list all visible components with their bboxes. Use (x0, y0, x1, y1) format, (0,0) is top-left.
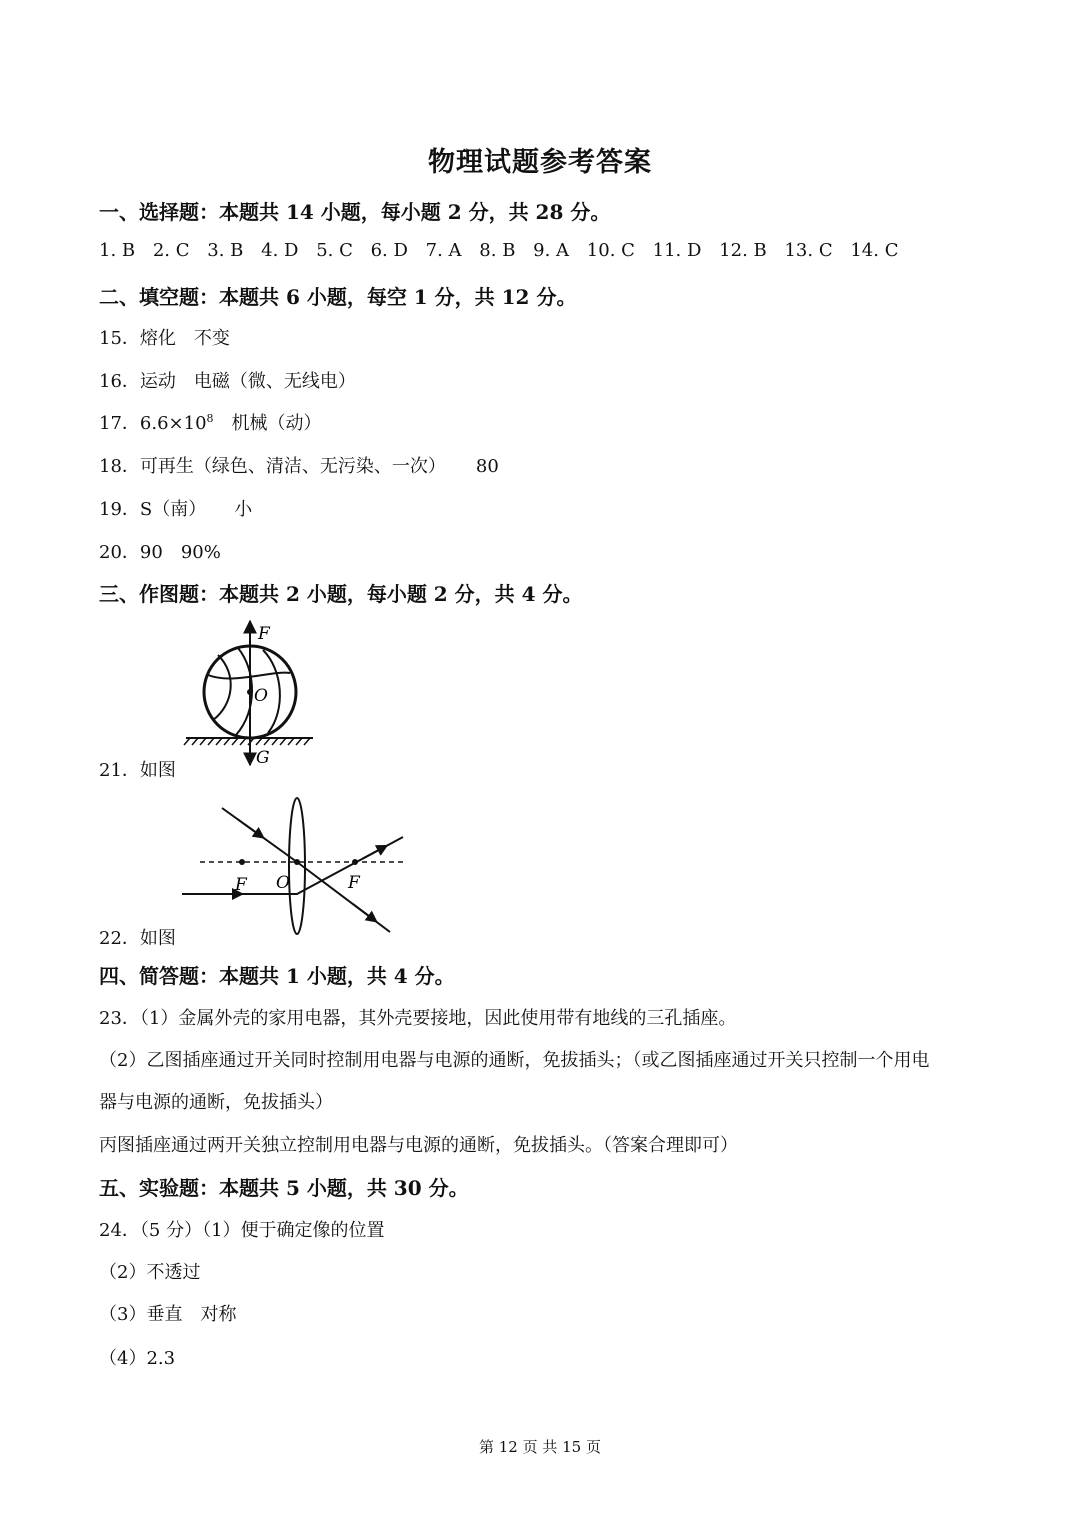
choice-answer: 5. C (316, 240, 353, 261)
choice-answer: 12. B (719, 240, 767, 261)
page-title: 物理试题参考答案 (428, 147, 652, 178)
answer-24-part3: （3）垂直 对称 (99, 1304, 237, 1325)
section-heading-short: 四、简答题：本题共 1 小题，共 4 分。 (99, 964, 455, 988)
lens-center-label: O (276, 873, 290, 893)
lens-ray-diagram (178, 790, 418, 938)
answer-17: 17．$6.6\times 10^8$ 机械（动） (99, 412, 322, 434)
answer-19: 19．S（南） 小 (99, 499, 253, 520)
choice-answers (99, 240, 898, 261)
answer-15: 15．熔化 不变 (99, 328, 230, 349)
section-heading-drawing: 三、作图题：本题共 2 小题，每小题 2 分，共 4 分。 (99, 582, 583, 606)
answer-21: 21．如图 (99, 760, 176, 781)
answer-23-part2: （2）乙图插座通过开关同时控制用电器与电源的通断，免拔插头；（或乙图插座通过开关只控制一个用电 (99, 1050, 930, 1071)
choice-answer: 13. C (784, 240, 833, 261)
choice-answer: 7. A (425, 240, 462, 261)
answer-23-part1: 23．（1）金属外壳的家用电器，其外壳要接地，因此使用带有地线的三孔插座。 (99, 1008, 737, 1029)
focus-right-label: F (348, 873, 360, 893)
answer-20: 20．90 90% (99, 542, 221, 563)
focus-left-label: F (235, 875, 247, 895)
choice-answer: 8. B (479, 240, 516, 261)
section-heading-choice: 一、选择题：本题共 14 小题，每小题 2 分，共 28 分。 (99, 200, 611, 224)
answer-22: 22．如图 (99, 928, 176, 949)
choice-answer: 10. C (586, 240, 635, 261)
force-label: F (258, 624, 270, 644)
section-heading-experiment: 五、实验题：本题共 5 小题，共 30 分。 (99, 1176, 469, 1200)
ball-force-diagram (178, 615, 338, 770)
choice-answer: 1. B (99, 240, 136, 261)
choice-answer: 11. D (652, 240, 702, 261)
choice-answer: 3. B (207, 240, 244, 261)
answer-24-part2: （2）不透过 (99, 1262, 201, 1283)
center-label: O (254, 686, 268, 706)
answer-18: 18．可再生（绿色、清洁、无污染、一次） 80 (99, 456, 499, 477)
answer-24-part1: 24．（5 分）（1）便于确定像的位置 (99, 1220, 385, 1241)
choice-answer: 4. D (261, 240, 299, 261)
choice-answer: 14. C (850, 240, 899, 261)
gravity-label: G (256, 748, 270, 768)
answer-24-part4: （4）2.3 (99, 1348, 176, 1369)
answer-16: 16．运动 电磁（微、无线电） (99, 371, 356, 392)
page-footer: 第 12 页 共 15 页 (478, 1438, 601, 1456)
choice-answer: 2. C (152, 240, 190, 261)
choice-answer: 9. A (533, 240, 570, 261)
answer-23-part2-cont: 器与电源的通断，免拔插头） (99, 1092, 333, 1113)
choice-answer: 6. D (370, 240, 408, 261)
answer-23-part3: 丙图插座通过两开关独立控制用电器与电源的通断，免拔插头。（答案合理即可） (99, 1135, 738, 1156)
section-heading-fill: 二、填空题：本题共 6 小题，每空 1 分，共 12 分。 (99, 285, 577, 309)
